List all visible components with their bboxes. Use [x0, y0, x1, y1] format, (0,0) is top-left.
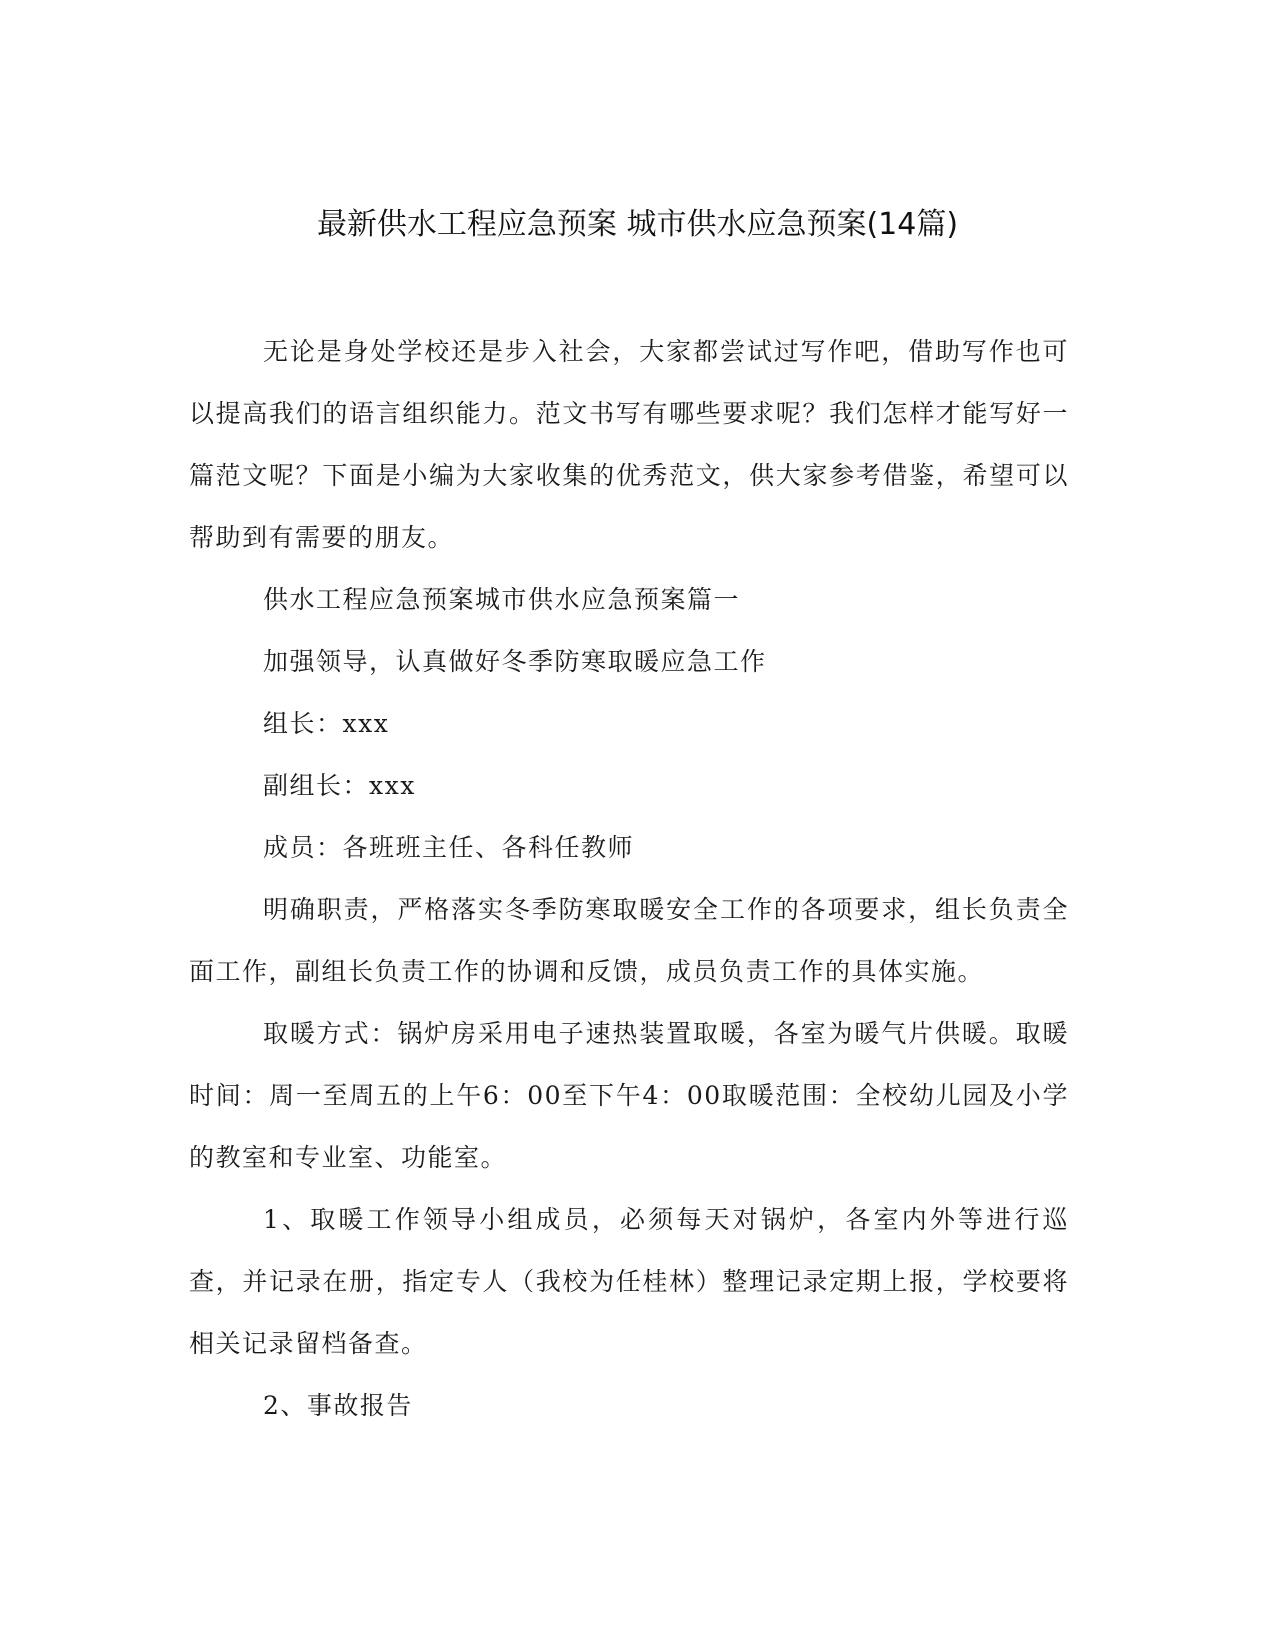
paragraph: 组长：xxx	[263, 709, 390, 738]
document-title: 最新供水工程应急预案 城市供水应急预案(14篇)	[316, 207, 959, 242]
paragraph: 取暖方式：锅炉房采用电子速热装置取暖，各室为暖气片供暖。取暖时间：周一至周五的上午6：00至下午4：00取暖范围：全校幼儿园及小学的教室和专业室、功能室。	[189, 1019, 1069, 1172]
section-heading: 供水工程应急预案城市供水应急预案篇一	[263, 585, 741, 614]
paragraph: 2、事故报告	[263, 1391, 413, 1420]
paragraph-intro: 无论是身处学校还是步入社会，大家都尝试过写作吧，借助写作也可以提高我们的语言组织能力。范文书写有哪些要求呢？我们怎样才能写好一篇范文呢？下面是小编为大家收集的优秀范文，供大家参考借鉴，希望可以帮助到有需要的朋友。	[189, 337, 1069, 552]
paragraph: 明确职责，严格落实冬季防寒取暖安全工作的各项要求，组长负责全面工作，副组长负责工作的协调和反馈，成员负责工作的具体实施。	[189, 895, 1069, 986]
paragraph: 副组长：xxx	[263, 771, 416, 800]
paragraph: 成员：各班班主任、各科任教师	[263, 833, 635, 862]
document-body	[189, 321, 1069, 1437]
paragraph: 1、取暖工作领导小组成员，必须每天对锅炉，各室内外等进行巡查，并记录在册，指定专人（我校为任桂林）整理记录定期上报，学校要将相关记录留档备查。	[189, 1205, 1069, 1358]
paragraph: 加强领导，认真做好冬季防寒取暖应急工作	[263, 647, 767, 676]
